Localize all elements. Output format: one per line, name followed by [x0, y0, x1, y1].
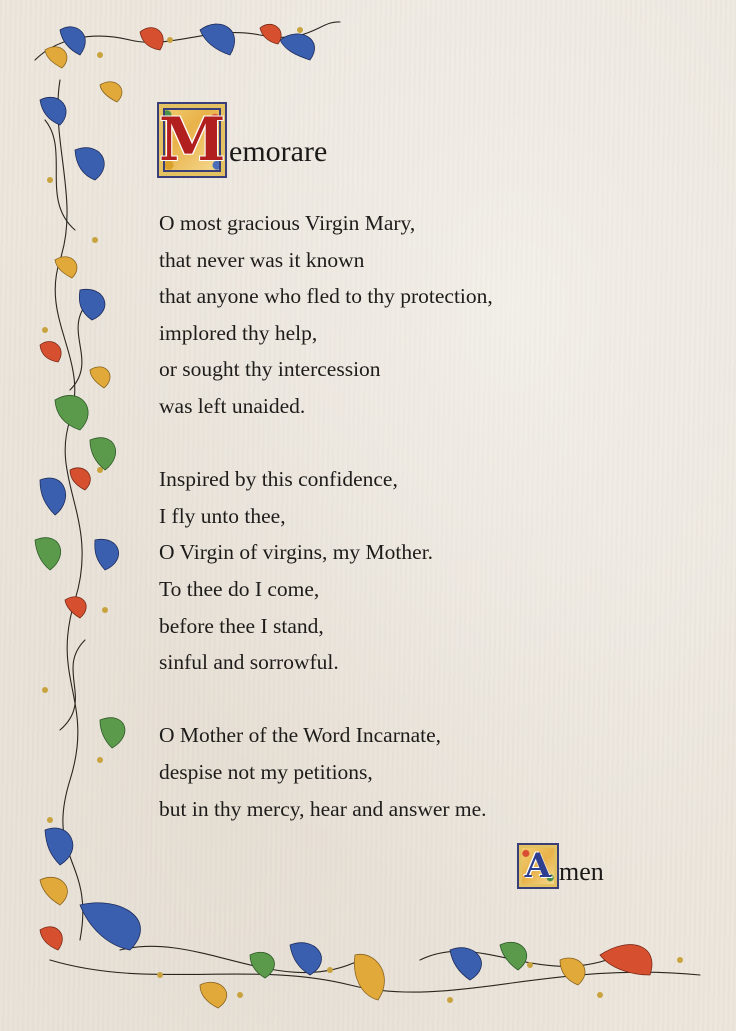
prayer-line: or sought thy intercession	[159, 357, 381, 382]
prayer-line: was left unaided.	[159, 393, 306, 418]
illuminated-initial-m	[157, 102, 227, 178]
closing-initial: A	[524, 846, 552, 886]
prayer-line: O Mother of the Word Incarnate,	[159, 723, 442, 748]
stanza-3	[159, 717, 639, 827]
prayer-line: O Virgin of virgins, my Mother.	[159, 540, 434, 565]
closing-text: men	[559, 857, 604, 886]
prayer-line: To thee do I come,	[159, 576, 320, 601]
title-text: emorare	[229, 135, 328, 168]
prayer-line: but in thy mercy, hear and answer me.	[159, 796, 487, 821]
title-initial: M	[159, 105, 226, 175]
prayer-line: I fly unto thee,	[159, 503, 286, 528]
prayer-line: implored thy help,	[159, 320, 318, 345]
prayer-line: before thee I stand,	[159, 613, 324, 638]
stanza-1	[159, 205, 639, 425]
prayer-line: Inspired by this confidence,	[159, 467, 398, 492]
prayer-line: sinful and sorrowful.	[159, 650, 339, 675]
illuminated-initial-a	[517, 843, 559, 889]
stanza-2	[159, 461, 639, 681]
prayer-text	[159, 205, 639, 864]
prayer-line: despise not my petitions,	[159, 759, 373, 784]
prayer-line: that anyone who fled to thy protection,	[159, 284, 493, 309]
prayer-line: that never was it known	[159, 247, 365, 272]
prayer-line: O most gracious Virgin Mary,	[159, 211, 416, 235]
